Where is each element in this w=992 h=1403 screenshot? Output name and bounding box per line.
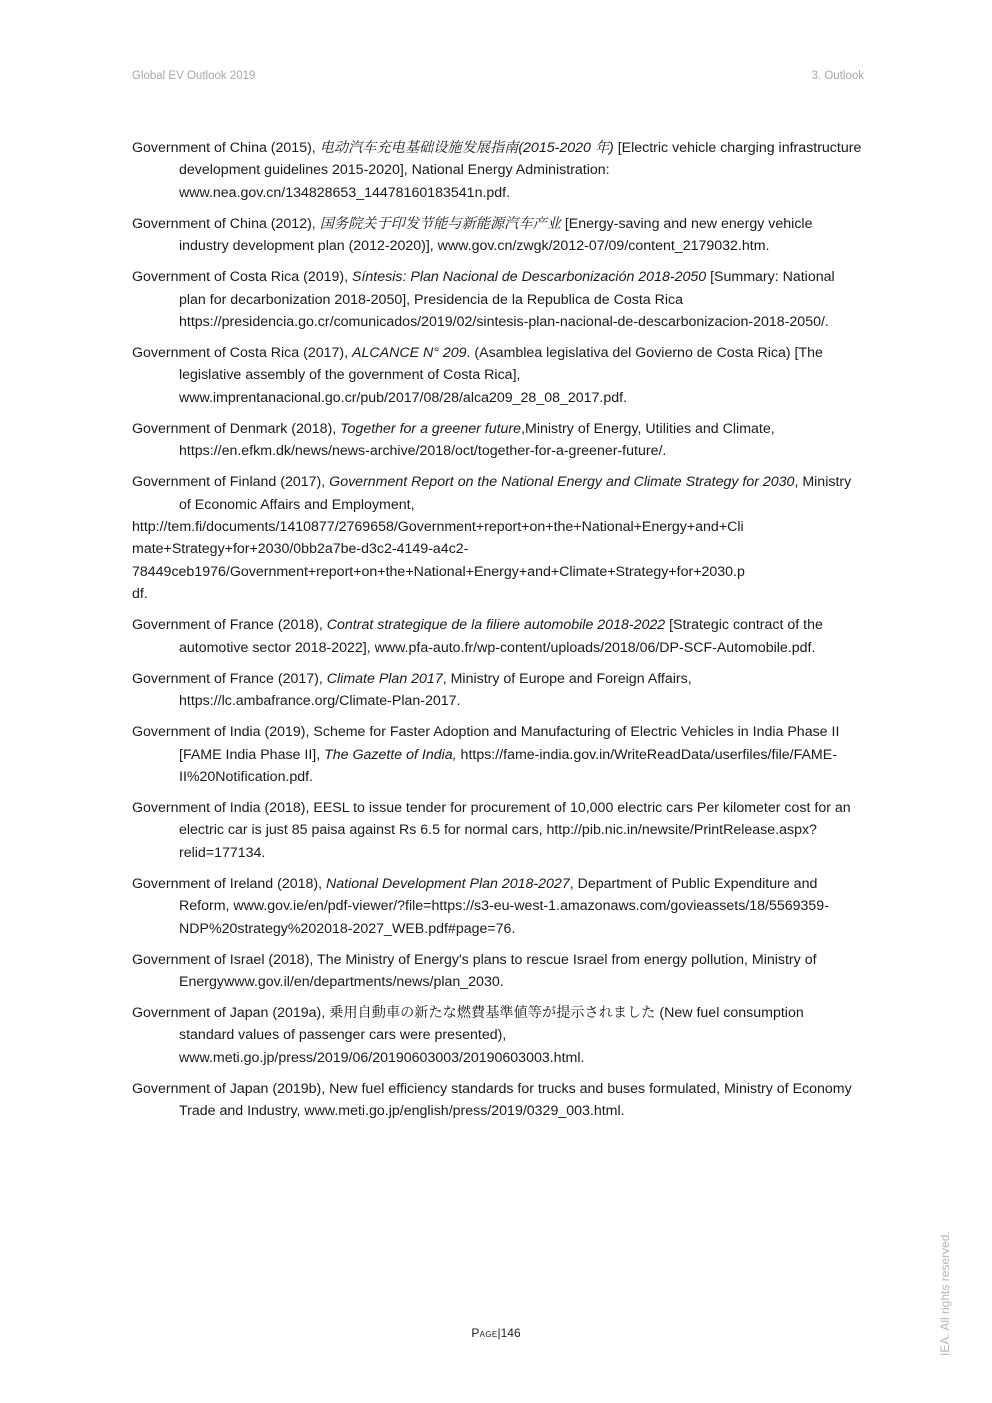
reference-entry: Government of France (2018), Contrat strategique de la filiere automobile 2018-2022 [Strategic contract of the automotive sector 2018-2022], www.pfa-auto.fr/wp-content/uploads/2018/06/DP-SCF-Automobile.pdf. — [132, 617, 823, 656]
running-header-title: Global EV Outlook 2019 — [132, 70, 256, 82]
copyright-note: IEA. All rights reserved. — [938, 1231, 952, 1356]
reference-entry: Government of Israel (2018), The Ministry of Energy's plans to rescue Israel from energy pollution, Ministry of Energywww.gov.il/en/departments/news/plan_2030. — [132, 951, 817, 990]
page-number: 146 — [500, 1326, 521, 1340]
reference-entry: Government of China (2012), 国务院关于印发节能与新能源汽车产业 [Energy-saving and new energy vehicle industry development plan (2012-2020)], www.gov.cn/zwgk/2012-07/09/content_2179032.htm. — [132, 215, 813, 255]
reference-entry: Government of India (2018), EESL to issue tender for procurement of 10,000 electric cars Per kilometer cost for an electric car is just 85 paisa against Rs 6.5 for normal cars, http://pib.nic.in/newsite/PrintRelease.aspx?relid=177134. — [132, 799, 851, 861]
reference-entry: Government of Costa Rica (2019), Síntesis: Plan Nacional de Descarbonización 2018-2050 [Summary: National plan for decarbonization 2018-2050], Presidencia de la Republica de Costa Rica https://presidencia.go.cr/comunicados/2019/02/sintesis-plan-nacional-de-descarbonizacion-2018-2050/. — [132, 269, 835, 331]
reference-entry: Government of Japan (2019a), 乗用自動車の新たな燃費基準値等が提示されました (New fuel consumption standard values of passenger cars were presented), www.meti.go.jp/press/2019/06/20190603003/20190603003.html. — [132, 1004, 804, 1066]
page-footer — [0, 1326, 992, 1340]
running-header-section: 3. Outlook — [811, 70, 864, 82]
reference-entry: Government of Ireland (2018), National Development Plan 2018-2027, Department of Public Expenditure and Reform, www.gov.ie/en/pdf-viewer/?file=https://s3-eu-west-1.amazonaws.com/govieassets/18/5569359-NDP%20strategy%202018-2027_WEB.pdf#page=76. — [132, 875, 829, 937]
page-label: Page — [471, 1326, 498, 1340]
page-separator: | — [497, 1326, 501, 1340]
reference-entry: Government of France (2017), Climate Plan 2017, Ministry of Europe and Foreign Affairs, https://lc.ambafrance.org/Climate-Plan-2017. — [132, 670, 692, 710]
reference-entry: Government of Denmark (2018), Together for a greener future,Ministry of Energy, Utilities and Climate, https://en.efkm.dk/news/news-archive/2018/oct/together-for-a-greener-future/. — [132, 420, 775, 460]
reference-entry: Government of Costa Rica (2017), ALCANCE N° 209. (Asamblea legislativa del Govierno de Costa Rica) [The legislative assembly of the government of Costa Rica], www.imprentanacional.go.cr/pub/2017/08/28/alca209_28_08_2017.pdf. — [132, 345, 823, 406]
reference-entry: Government of Finland (2017), Government Report on the National Energy and Climate Strategy for 2030, Ministry of Economic Affairs and Employment, http://tem.fi/documents/1410877/2769658/Government+report+on+the+National+Energy+and+Cli mate+Strategy+for+2030/0bb2a7be-d3c2-4149-a4c2- 78449ceb1976/Government+report+on+the+National+Energy+and+Climate+Strategy+for+2030.p df. — [132, 474, 852, 603]
reference-entry: Government of China (2015), 电动汽车充电基础设施发展指南(2015-2020 年) [Electric vehicle charging infrastructure development guidelines 2015-2020], National Energy Administration: www.nea.gov.cn/134828653_14478160183541n.pdf. — [132, 140, 862, 201]
reference-list — [132, 137, 862, 1131]
reference-entry: Government of India (2019), Scheme for Faster Adoption and Manufacturing of Electric Vehicles in India Phase II [FAME India Phase II], The Gazette of India, https://fame-india.gov.in/WriteReadData/userfiles/file/FAME-II%20Notification.pdf. — [132, 724, 840, 785]
reference-entry: Government of Japan (2019b), New fuel efficiency standards for trucks and buses formulated, Ministry of Economy Trade and Industry, www.meti.go.jp/english/press/2019/0329_003.html. — [132, 1080, 852, 1120]
